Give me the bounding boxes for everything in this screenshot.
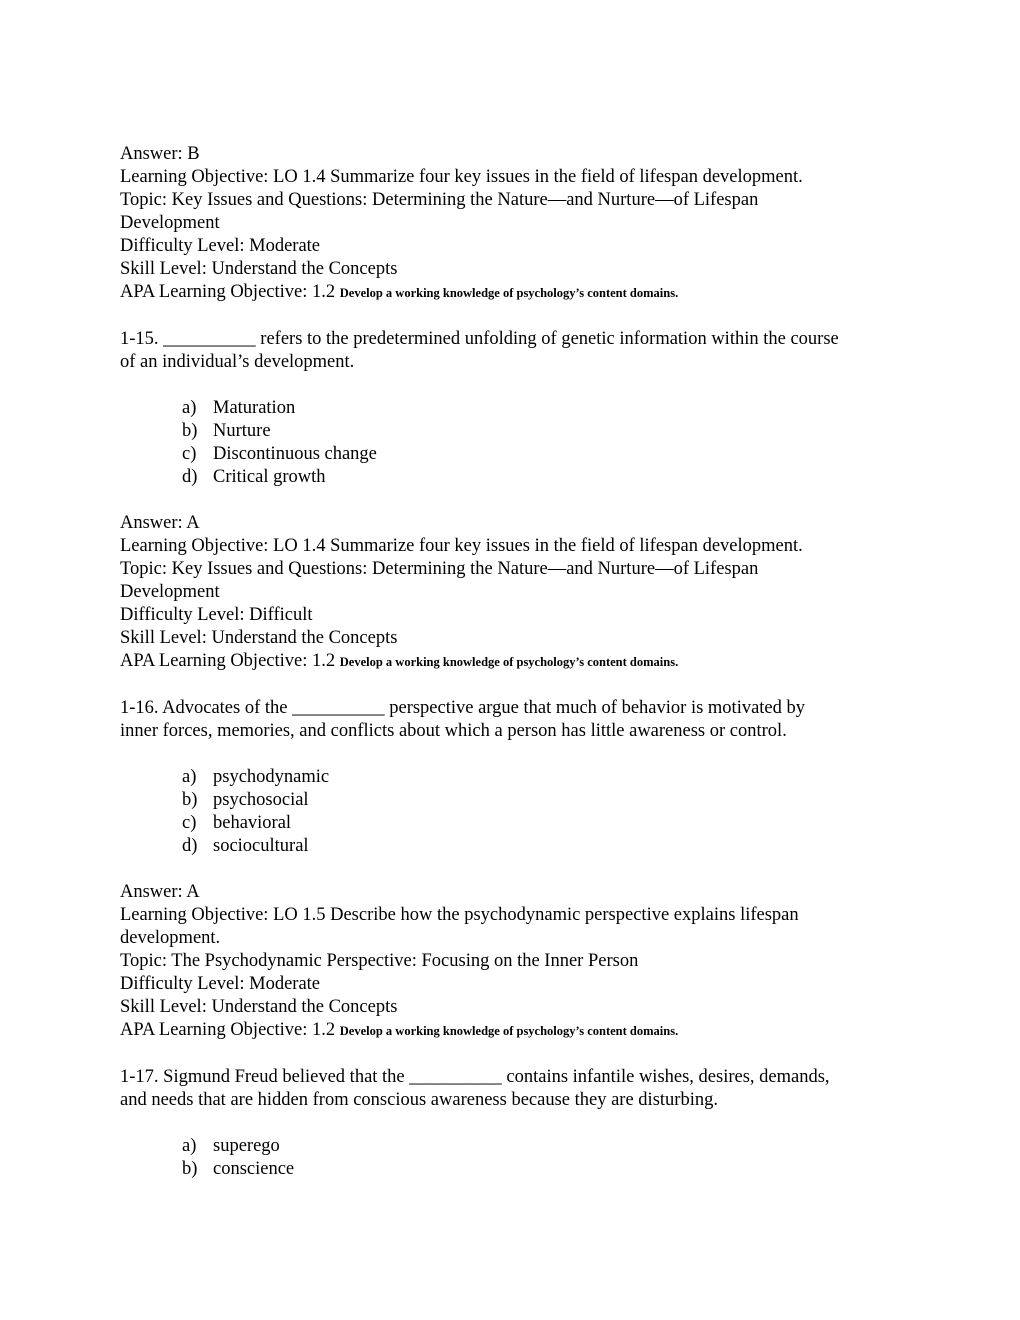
learning-objective-line: Learning Objective: LO 1.5 Describe how the psychodynamic perspective explains lifespan: [120, 905, 799, 925]
option-text: psychodynamic: [213, 767, 330, 787]
option-letter: a): [182, 1136, 197, 1156]
answer-block-1-14: [120, 143, 910, 305]
answer-line: Answer: B: [120, 144, 200, 164]
option-text: Nurture: [213, 421, 271, 441]
option-letter: c): [182, 444, 197, 464]
option-text: sociocultural: [213, 836, 309, 856]
question-1-16: [120, 697, 910, 1043]
option-a: [120, 766, 910, 789]
apa-objective-prefix: APA Learning Objective: 1.2: [120, 282, 336, 302]
option-letter: b): [182, 1159, 198, 1179]
option-text: conscience: [213, 1159, 295, 1179]
question-1-17: [120, 1066, 910, 1181]
topic-line: Topic: The Psychodynamic Perspective: Focusing on the Inner Person: [120, 951, 639, 971]
answer-options: [120, 397, 910, 489]
option-b: [120, 420, 910, 443]
option-c: [120, 443, 910, 466]
option-letter: b): [182, 790, 198, 810]
option-d: [120, 466, 910, 489]
option-b: [120, 1158, 910, 1181]
learning-objective-line: Learning Objective: LO 1.4 Summarize four key issues in the field of lifespan development.: [120, 167, 803, 187]
learning-objective-line: Learning Objective: LO 1.4 Summarize four key issues in the field of lifespan development.: [120, 536, 803, 556]
option-text: behavioral: [213, 813, 292, 833]
option-letter: a): [182, 767, 197, 787]
answer-line: Answer: A: [120, 882, 200, 902]
apa-objective-detail: Develop a working knowledge of psychology’s content domains.: [339, 655, 679, 669]
option-text: Discontinuous change: [213, 444, 377, 464]
answer-line: Answer: A: [120, 513, 200, 533]
option-a: [120, 397, 910, 420]
topic-line: Topic: Key Issues and Questions: Determining the Nature—and Nurture—of Lifespan: [120, 190, 759, 210]
skill-line: Skill Level: Understand the Concepts: [120, 259, 398, 279]
document-page: [120, 143, 910, 1181]
option-letter: d): [182, 836, 198, 856]
question-text: 1-15. __________ refers to the predetermined unfolding of genetic information within the course: [120, 329, 839, 349]
option-text: superego: [213, 1136, 280, 1156]
answer-options: [120, 766, 910, 858]
skill-line: Skill Level: Understand the Concepts: [120, 628, 398, 648]
apa-objective-line: [120, 281, 910, 305]
option-letter: a): [182, 398, 197, 418]
option-letter: c): [182, 813, 197, 833]
option-c: [120, 812, 910, 835]
answer-options: [120, 1135, 910, 1181]
question-text-continued: and needs that are hidden from conscious awareness because they are disturbing.: [120, 1090, 718, 1110]
apa-objective-line: [120, 1019, 910, 1043]
topic-line-continued: Development: [120, 213, 220, 233]
apa-objective-prefix: APA Learning Objective: 1.2: [120, 651, 336, 671]
option-text: Critical growth: [213, 467, 326, 487]
option-d: [120, 835, 910, 858]
option-letter: d): [182, 467, 198, 487]
option-text: Maturation: [213, 398, 296, 418]
question-text-continued: inner forces, memories, and conflicts about which a person has little awareness or control.: [120, 721, 787, 741]
apa-objective-detail: Develop a working knowledge of psychology’s content domains.: [339, 286, 679, 300]
question-text: 1-16. Advocates of the __________ perspective argue that much of behavior is motivated by: [120, 698, 806, 718]
difficulty-line: Difficulty Level: Moderate: [120, 974, 321, 994]
apa-objective-line: [120, 650, 910, 674]
question-text: 1-17. Sigmund Freud believed that the __________ contains infantile wishes, desires, demands,: [120, 1067, 830, 1087]
skill-line: Skill Level: Understand the Concepts: [120, 997, 398, 1017]
option-b: [120, 789, 910, 812]
option-letter: b): [182, 421, 198, 441]
topic-line: Topic: Key Issues and Questions: Determining the Nature—and Nurture—of Lifespan: [120, 559, 759, 579]
learning-objective-line-continued: development.: [120, 928, 221, 948]
difficulty-line: Difficulty Level: Moderate: [120, 236, 321, 256]
apa-objective-detail: Develop a working knowledge of psychology’s content domains.: [339, 1024, 679, 1038]
apa-objective-prefix: APA Learning Objective: 1.2: [120, 1020, 336, 1040]
option-text: psychosocial: [213, 790, 309, 810]
difficulty-line: Difficulty Level: Difficult: [120, 605, 313, 625]
option-a: [120, 1135, 910, 1158]
question-1-15: [120, 328, 910, 674]
topic-line-continued: Development: [120, 582, 220, 602]
question-text-continued: of an individual’s development.: [120, 352, 355, 372]
